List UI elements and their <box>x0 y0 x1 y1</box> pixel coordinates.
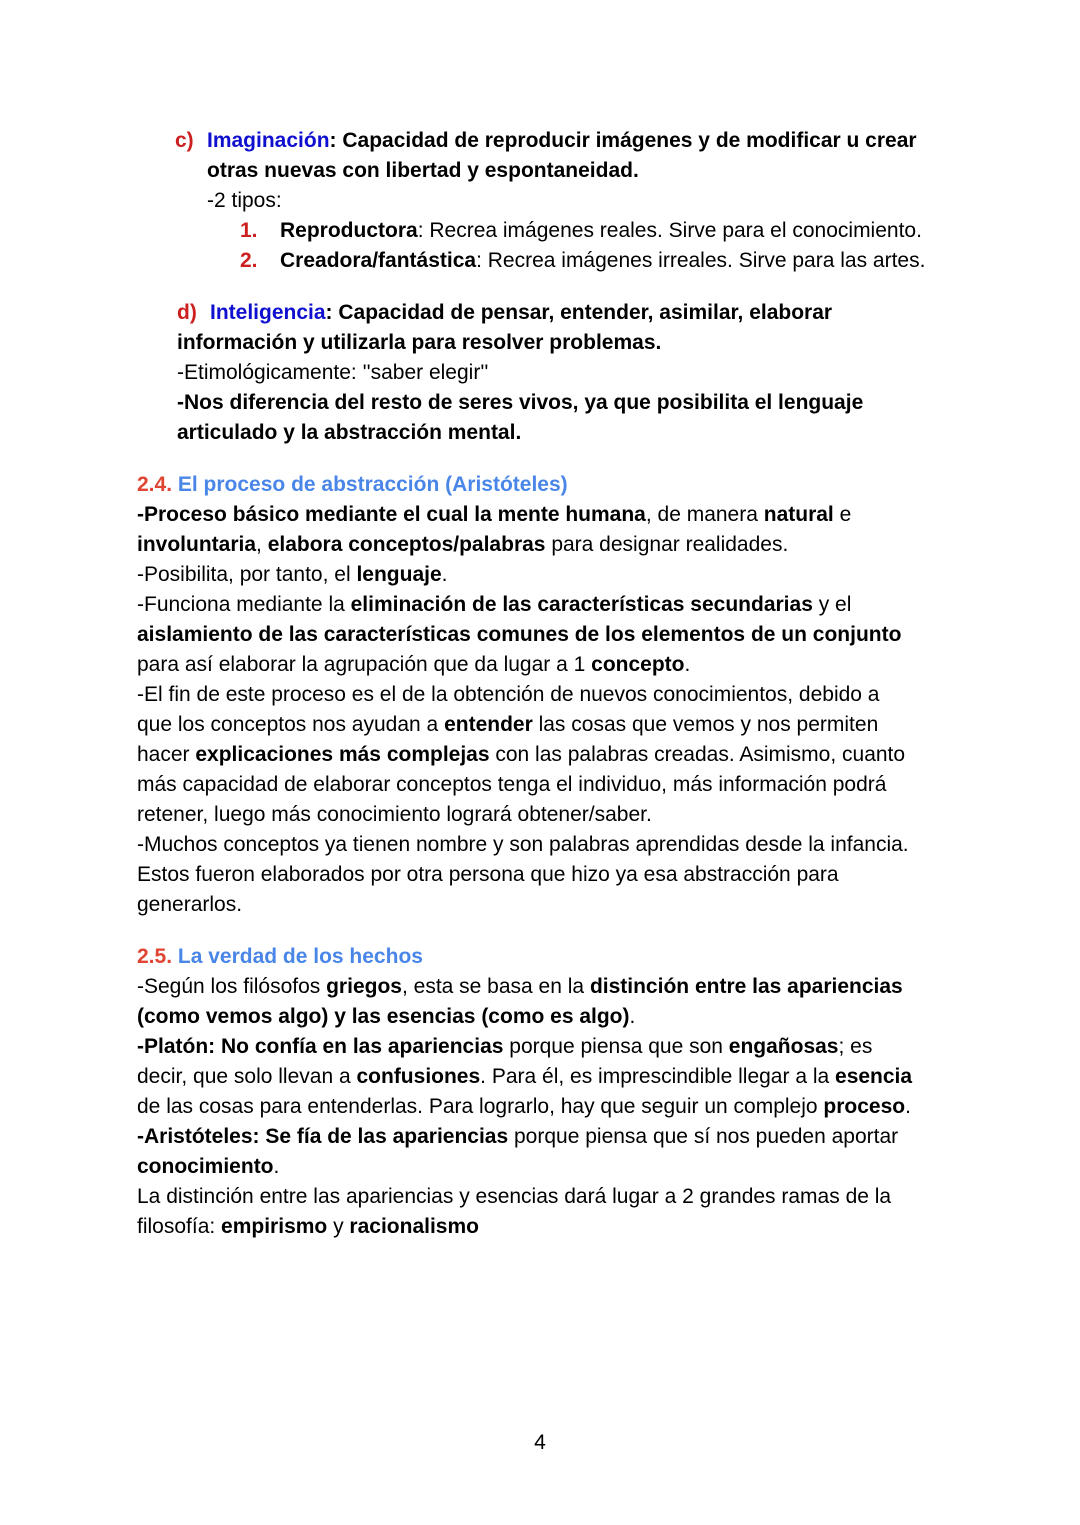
text-segment: . <box>629 1005 636 1028</box>
text-segment: Inteligencia <box>210 301 326 324</box>
text-segment: para así elaborar la agrupación que da lugar a 1 <box>137 653 592 676</box>
text-line <box>137 1032 949 1062</box>
text-line <box>137 560 949 590</box>
text-segment: ; es <box>838 1035 873 1058</box>
text-segment: : Recrea imágenes irreales. Sirve para las artes. <box>476 249 926 272</box>
text-line <box>137 680 949 710</box>
text-segment: . <box>441 563 448 586</box>
text-line <box>177 358 949 388</box>
text-line <box>177 328 949 358</box>
page-number: 4 <box>534 1431 546 1454</box>
text-segment: Estos fueron elaborados por otra persona que hizo ya esa abstracción para <box>137 863 839 886</box>
text-line <box>137 590 949 620</box>
text-segment: : Capacidad de reproducir imágenes y de modificar u crear <box>329 129 917 152</box>
text-segment: . <box>684 653 691 676</box>
text-segment: -Nos diferencia del resto de seres vivos, ya que posibilita el lenguaje <box>177 391 864 414</box>
text-line <box>240 216 949 246</box>
text-line <box>137 890 949 920</box>
text-segment: elabora conceptos/palabras <box>267 533 546 556</box>
text-segment: de las cosas para entenderlas. Para lograrlo, hay que seguir un complejo <box>137 1095 824 1118</box>
text-segment: El proceso de abstracción (Aristóteles) <box>172 473 568 496</box>
text-segment: -Según los filósofos <box>137 975 327 998</box>
text-segment: proceso <box>823 1095 906 1118</box>
text-segment: La verdad de los hechos <box>172 945 423 968</box>
text-segment: y <box>327 1215 350 1238</box>
text-segment: -El fin de este proceso es el de la obtención de nuevos conocimientos, debido a <box>137 683 880 706</box>
text-segment: : Recrea imágenes reales. Sirve para el conocimiento. <box>417 219 922 242</box>
text-segment: entender <box>444 713 533 736</box>
text-segment: . <box>905 1095 911 1118</box>
text-segment: Imaginación <box>207 129 330 152</box>
text-line <box>137 942 949 972</box>
paragraph-spacer <box>137 448 949 470</box>
list-marker: d) <box>177 301 197 324</box>
text-segment: aislamiento de las características comunes de los elementos de un conjunto <box>137 623 902 646</box>
text-segment: eliminación de las características secundarias <box>350 593 813 616</box>
text-segment: generarlos. <box>137 893 243 916</box>
text-segment: 2.4. <box>137 473 173 496</box>
text-line <box>137 710 949 740</box>
text-segment: para designar realidades. <box>545 533 789 556</box>
list-marker: 1. <box>240 219 258 242</box>
text-segment: -Platón: No confía en las apariencias <box>137 1035 504 1058</box>
text-line <box>175 126 949 156</box>
text-segment: -2 tipos: <box>207 189 282 212</box>
text-line <box>177 388 949 418</box>
text-line <box>137 1122 949 1152</box>
text-segment: decir, que solo llevan a <box>137 1065 357 1088</box>
text-segment: 2.5. <box>137 945 173 968</box>
text-segment: lenguaje <box>356 563 442 586</box>
text-segment: distinción entre las apariencias <box>589 975 903 998</box>
text-segment: -Muchos conceptos ya tienen nombre y son palabras aprendidas desde la infancia. <box>137 833 909 856</box>
text-segment: hacer <box>137 743 196 766</box>
text-segment: confusiones <box>356 1065 481 1088</box>
text-segment: explicaciones más complejas <box>195 743 490 766</box>
text-line <box>137 500 949 530</box>
text-segment: conocimiento <box>137 1155 274 1178</box>
text-line <box>137 650 949 680</box>
text-line <box>177 298 949 328</box>
text-segment: y el <box>812 593 852 616</box>
text-segment: retener, luego más conocimiento logrará obtener/saber. <box>137 803 652 826</box>
text-segment: -Proceso básico mediante el cual la mente humana <box>137 503 646 526</box>
text-line <box>207 156 949 186</box>
text-segment: esencia <box>835 1065 913 1088</box>
text-segment: -Posibilita, por tanto, el <box>137 563 357 586</box>
text-segment: -Aristóteles: Se fía de las apariencias <box>137 1125 509 1148</box>
text-line <box>240 246 949 276</box>
text-segment: que los conceptos nos ayudan a <box>137 713 445 736</box>
text-segment: e <box>833 503 852 526</box>
text-line <box>177 418 949 448</box>
text-segment: otras nuevas con libertad y espontaneidad. <box>207 159 639 182</box>
text-segment: las cosas que vemos y nos permiten <box>532 713 879 736</box>
text-line <box>137 470 949 500</box>
text-segment: concepto <box>591 653 685 676</box>
text-segment: empirismo <box>221 1215 328 1238</box>
paragraph-spacer <box>137 920 949 942</box>
text-segment: Creadora/fantástica <box>280 249 477 272</box>
text-line <box>137 1152 949 1182</box>
text-line <box>137 800 949 830</box>
text-segment: La distinción entre las apariencias y esencias dará lugar a 2 grandes ramas de la <box>137 1185 892 1208</box>
list-marker: 2. <box>240 249 258 272</box>
text-segment: : Capacidad de pensar, entender, asimilar, elaborar <box>325 301 833 324</box>
text-segment: natural <box>763 503 834 526</box>
text-segment: racionalismo <box>349 1215 479 1238</box>
text-segment: Reproductora <box>280 219 418 242</box>
text-line <box>137 770 949 800</box>
text-segment: involuntaria <box>137 533 257 556</box>
list-marker: c) <box>175 129 194 152</box>
text-line <box>207 186 949 216</box>
text-segment: , de manera <box>645 503 764 526</box>
paragraph-spacer <box>137 276 949 298</box>
text-line <box>137 830 949 860</box>
text-segment: con las palabras creadas. Asimismo, cuanto <box>489 743 906 766</box>
text-line <box>137 1092 949 1122</box>
text-segment: -Etimológicamente: ''saber elegir'' <box>177 361 489 384</box>
text-segment: filosofía: <box>137 1215 222 1238</box>
text-segment: . Para él, es imprescindible llegar a la <box>480 1065 836 1088</box>
text-line <box>137 620 949 650</box>
text-segment: información y utilizarla para resolver problemas. <box>177 331 662 354</box>
text-segment: , esta se basa en la <box>401 975 590 998</box>
text-segment: engañosas <box>728 1035 839 1058</box>
text-line <box>137 1062 949 1092</box>
text-segment: . <box>273 1155 280 1178</box>
text-segment: , <box>256 533 268 556</box>
text-line <box>137 1002 949 1032</box>
text-segment: griegos <box>326 975 402 998</box>
text-segment: articulado y la abstracción mental. <box>177 421 522 444</box>
text-line <box>137 740 949 770</box>
text-segment: porque piensa que son <box>503 1035 729 1058</box>
document-content <box>137 126 949 1242</box>
text-line <box>137 860 949 890</box>
text-segment: -Funciona mediante la <box>137 593 351 616</box>
text-line <box>137 1182 949 1212</box>
text-line <box>137 530 949 560</box>
text-segment: más capacidad de elaborar conceptos tenga el individuo, más información podrá <box>137 773 887 796</box>
text-line <box>137 972 949 1002</box>
text-line <box>137 1212 949 1242</box>
text-segment: porque piensa que sí nos pueden aportar <box>508 1125 899 1148</box>
text-segment: (como vemos algo) y las esencias (como es algo) <box>137 1005 630 1028</box>
